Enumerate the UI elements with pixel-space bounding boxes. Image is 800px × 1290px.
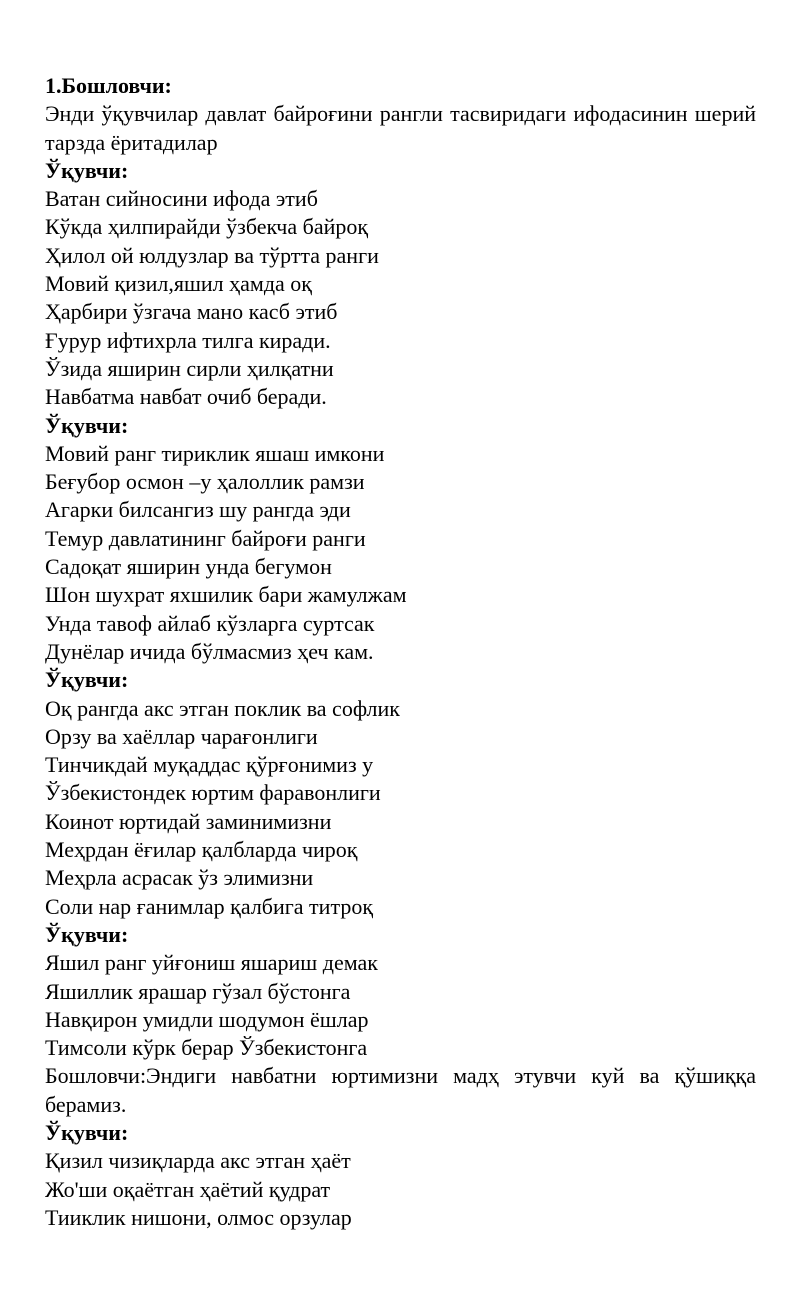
verse-line: Ўзида яширин сирли ҳилқатни bbox=[45, 355, 334, 381]
verse-line: Садоқат яширин унда бегумон bbox=[45, 554, 332, 580]
verse-line: Меҳрла асрасак ўз элимизни bbox=[45, 865, 314, 891]
speaker-label: Ўқувчи: bbox=[45, 667, 129, 693]
host-line: Бошловчи:Эндиги навбатни юртимизни мадҳ этувчи куй ва қўшиққа берамиз. bbox=[45, 1063, 756, 1117]
verse-line: Тинчикдай муқаддас қўрғонимиз у bbox=[45, 752, 374, 778]
verse-block-5 bbox=[45, 1147, 756, 1232]
verse-line: Ватан сийносини ифода этиб bbox=[45, 186, 318, 212]
verse-line: Соли нар ғанимлар қалбига титроқ bbox=[45, 893, 374, 919]
verse-block-2 bbox=[45, 440, 756, 666]
verse-block-1 bbox=[45, 185, 756, 411]
verse-line: Кўкда ҳилпирайди ўзбекча байроқ bbox=[45, 214, 369, 240]
verse-line: Темур давлатининг байроғи ранги bbox=[45, 525, 366, 551]
verse-line: Унда тавоф айлаб кўзларга суртсак bbox=[45, 610, 375, 636]
intro-paragraph: Энди ўқувчилар давлат байроғини рангли тасвиридаги ифодасинин шерий тарзда ёритадилар bbox=[45, 101, 756, 155]
verse-line: Беғубор осмон –у ҳалоллик рамзи bbox=[45, 469, 365, 495]
verse-line: Навқирон умидли шодумон ёшлар bbox=[45, 1006, 369, 1032]
verse-line: Жо'ши оқаётган ҳаётий қудрат bbox=[45, 1176, 331, 1202]
verse-line: Мовий қизил,яшил ҳамда оқ bbox=[45, 271, 312, 297]
verse-line: Дунёлар ичида бўлмасмиз ҳеч кам. bbox=[45, 638, 374, 664]
speaker-label: Ўқувчи: bbox=[45, 1119, 129, 1145]
speaker-label: Ўқувчи: bbox=[45, 921, 129, 947]
verse-block-4 bbox=[45, 949, 756, 1062]
heading: 1.Бошловчи: bbox=[45, 73, 172, 98]
verse-line: Навбатма навбат очиб беради. bbox=[45, 384, 327, 410]
verse-line: Ҳилол ой юлдузлар ва тўртта ранги bbox=[45, 242, 379, 268]
verse-line: Агарки билсангиз шу рангда эди bbox=[45, 497, 351, 523]
verse-line: Қизил чизиқларда акс этган ҳаёт bbox=[45, 1148, 351, 1174]
speaker-label: Ўқувчи: bbox=[45, 157, 129, 183]
verse-line: Яшиллик ярашар гўзал бўстонга bbox=[45, 978, 351, 1004]
document-page bbox=[45, 72, 756, 1232]
verse-line: Ҳарбири ўзгача мано касб этиб bbox=[45, 299, 338, 325]
verse-block-3 bbox=[45, 695, 756, 921]
verse-line: Ғурур ифтихрла тилга киради. bbox=[45, 327, 331, 353]
verse-line: Меҳрдан ёғилар қалбларда чироқ bbox=[45, 837, 358, 863]
verse-line: Оқ рангда акс этган поклик ва софлик bbox=[45, 695, 400, 721]
speaker-label: Ўқувчи: bbox=[45, 412, 129, 438]
verse-line: Коинот юртидай заминимизни bbox=[45, 808, 332, 834]
verse-line: Тииклик нишони, олмос орзулар bbox=[45, 1204, 352, 1230]
verse-line: Орзу ва хаёллар чарағонлиги bbox=[45, 723, 318, 749]
verse-line: Ўзбекистондек юртим фаравонлиги bbox=[45, 780, 381, 806]
verse-line: Тимсоли кўрк берар Ўзбекистонга bbox=[45, 1035, 368, 1061]
verse-line: Яшил ранг уйғониш яшариш демак bbox=[45, 950, 378, 976]
verse-line: Шон шухрат яхшилик бари жамулжам bbox=[45, 582, 407, 608]
verse-line: Мовий ранг тириклик яшаш имкони bbox=[45, 440, 385, 466]
